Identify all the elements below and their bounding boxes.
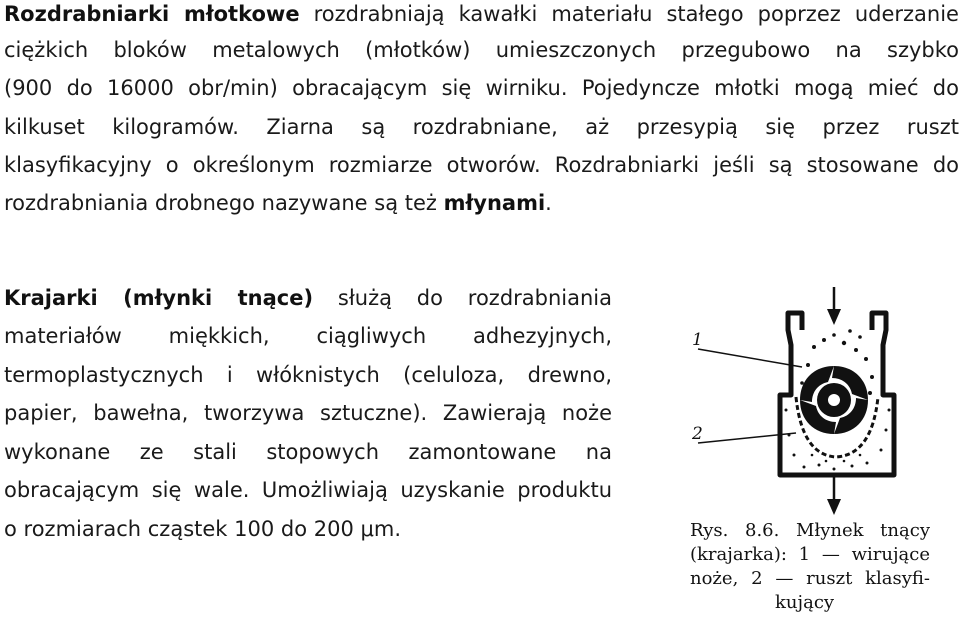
label-2: 2 <box>692 424 703 444</box>
text-line: Rozdrabniarki młotkowe rozdrabniają kawałki materiału stałego poprzez uderzanie <box>4 2 959 26</box>
text-line: ciężkich bloków metalowych (młotków) umieszczonych przegubowo na szybko <box>4 38 959 62</box>
text-line: rozdrabniania drobnego nazywane są też młynami. <box>4 191 552 215</box>
caption-line: noże, 2 — ruszt klasyfi- <box>690 568 930 589</box>
text-line: Krajarki (młynki tnące) służą do rozdrabniania <box>4 286 613 310</box>
cutting-mill-drawing <box>684 285 934 520</box>
text-line: materiałów miękkich, ciągliwych adhezyjnych, <box>4 324 612 348</box>
text-line: kilkuset kilogramów. Ziarna są rozdrabniane, aż przesypią się przez ruszt <box>4 115 959 139</box>
text-line: (900 do 16000 obr/min) obracającym się wirniku. Pojedyncze młotki mogą mieć do <box>4 76 959 100</box>
caption-line: (krajarka): 1 — wirujące <box>690 544 930 565</box>
label-1: 1 <box>692 330 703 350</box>
text-line: klasyfikacyjny o określonym rozmiarze otworów. Rozdrabniarki jeśli są stosowane do <box>4 153 959 177</box>
caption-line: Rys. 8.6. Młynek tnący <box>690 520 930 541</box>
text-line: wykonane ze stali stopowych zamontowane na <box>4 440 612 464</box>
inlet-arrow <box>827 287 841 325</box>
bold-term: młynami <box>443 191 546 215</box>
text-line: termoplastycznych i włóknistych (celuloza, drewno, <box>4 363 612 387</box>
text-line: o rozmiarach cząstek 100 do 200 μm. <box>4 517 401 541</box>
figure-caption <box>690 519 930 615</box>
leader-line-1 <box>698 349 802 367</box>
text-line: obracającym się wale. Umożliwiają uzyskanie produktu <box>4 478 612 502</box>
caption-line: kujący <box>775 592 835 613</box>
bold-term: Krajarki (młynki tnące) <box>4 286 314 310</box>
outlet-arrow <box>827 477 841 515</box>
text-line: papier, bawełna, tworzywa sztuczne). Zawierają noże <box>4 401 612 425</box>
rotating-knives <box>800 366 868 434</box>
bold-term: Rozdrabniarki młotkowe <box>4 2 300 26</box>
